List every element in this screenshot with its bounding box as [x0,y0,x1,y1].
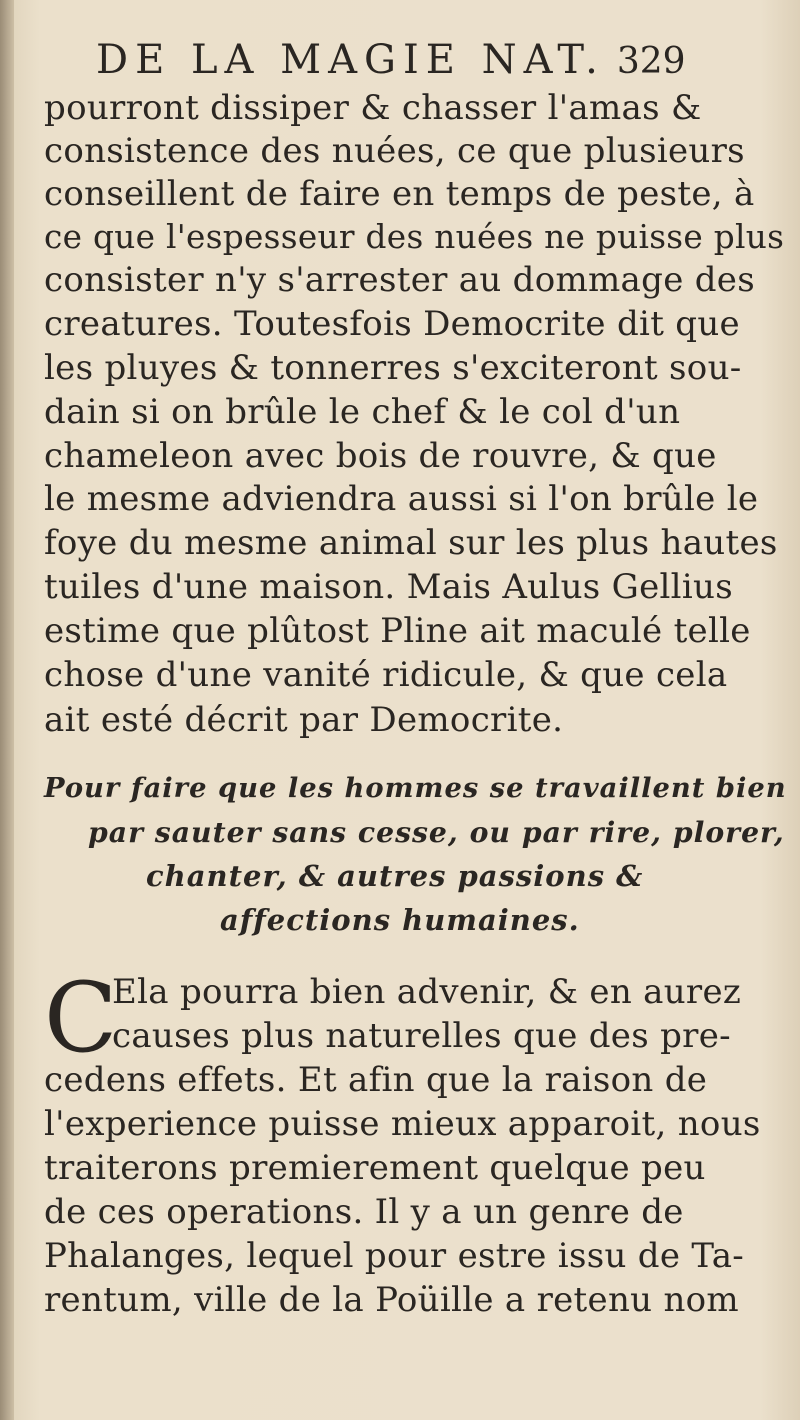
text-line: chameleon avec bois de rouvre, & que [44,436,717,476]
text-line: rentum, ville de la Poüille a retenu nom [44,1280,739,1320]
heading-line: affections humaines. [220,903,580,937]
text-line: l'experience puisse mieux apparoit, nous [44,1104,761,1144]
text-line: ce que l'espesseur des nuées ne puisse plus [44,218,785,256]
text-line: chose d'une vanité ridicule, & que cela [44,655,728,695]
text-line: de ces operations. Il y a un genre de [44,1192,684,1232]
text-line: traiterons premierement quelque peu [44,1148,706,1188]
running-header [96,36,686,86]
text-line: pourront dissiper & chasser l'amas & [44,88,702,128]
text-line: dain si on brûle le chef & le col d'un [44,392,681,432]
heading-line: par sauter sans cesse, ou par rire, plorer, [88,815,785,849]
page-number: 329 [616,41,686,82]
text-line: causes plus naturelles que des pre- [112,1016,731,1056]
text-line: les pluyes & tonnerres s'exciteront sou- [44,348,742,388]
page-gutter [0,0,14,1420]
text-line: cedens effets. Et afin que la raison de [44,1060,708,1100]
heading-line: chanter, & autres passions & [146,859,644,893]
text-line: estime que plûtost Pline ait maculé telle [44,611,751,651]
text-line: le mesme adviendra aussi si l'on brûle le [44,479,759,519]
text-line: foye du mesme animal sur les plus hautes [44,523,778,563]
text-line: consistence des nuées, ce que plusieurs [44,131,745,171]
text-line: consister n'y s'arrester au dommage des [44,260,755,300]
text-line: Phalanges, lequel pour estre issu de Ta- [44,1236,745,1276]
text-line: tuiles d'une maison. Mais Aulus Gellius [44,567,733,607]
heading-line: Pour faire que les hommes se travaillent bien [44,772,787,804]
running-title: DE LA MAGIE NAT. [96,37,605,83]
text-line: creatures. Toutesfois Democrite dit que [44,304,740,344]
drop-cap: C [44,962,118,1074]
text-line: Ela pourra bien advenir, & en aurez [112,972,742,1012]
text-line: conseillent de faire en temps de peste, à [44,174,755,214]
text-line: ait esté décrit par Democrite. [44,700,564,740]
